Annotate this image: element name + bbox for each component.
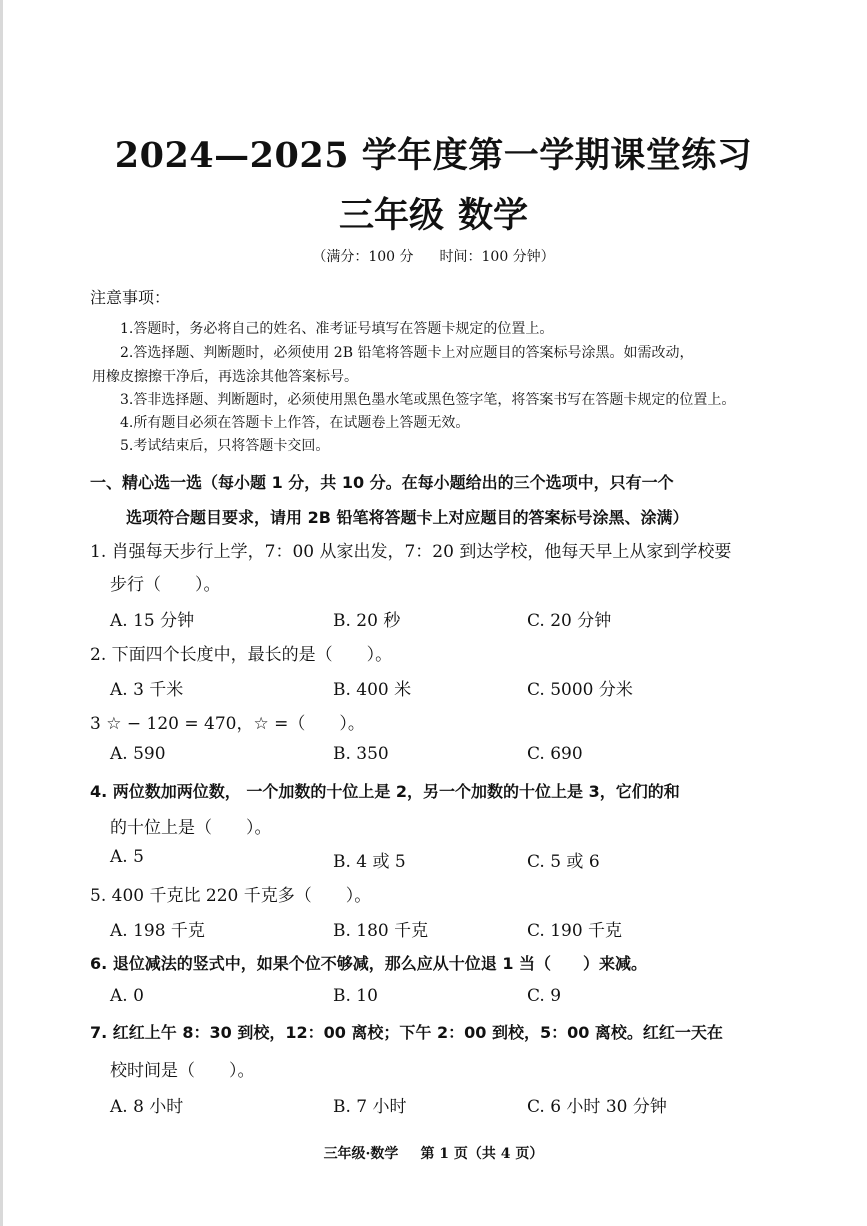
question-4: 4. 两位数加两位数， 一个加数的十位上是 2，另一个加数的十位上是 3，它们的和 [90, 782, 680, 801]
notice-line: 5.考试结束后，只将答题卡交回。 [120, 438, 330, 454]
subject-label: 数学 [458, 195, 529, 236]
option-b: B. 4 或 5 [333, 852, 406, 872]
notice-line: 3.答非选择题、判断题时，必须使用黑色墨水笔或黑色签字笔，将答案书写在答题卡规定的位置上。 [120, 392, 736, 408]
notice-heading: 注意事项： [90, 288, 171, 307]
question-7-cont: 校时间是（ ）。 [110, 1061, 255, 1081]
grade-label: 三年级 [338, 195, 444, 236]
footer-label: 三年级·数学 [323, 1146, 399, 1162]
option-c: C. 5 或 6 [527, 852, 600, 872]
option-b: B. 7 小时 [333, 1097, 407, 1117]
option-b: B. 400 米 [333, 680, 412, 700]
page-footer [0, 1143, 867, 1163]
option-c: C. 690 [527, 744, 583, 764]
time-info: 时间：100 分钟） [439, 249, 555, 265]
section-heading: 一、精心选一选（每小题 1 分，共 10 分。在每小题给出的三个选项中，只有一个 [90, 473, 674, 492]
question-2: 2. 下面四个长度中，最长的是（ ）。 [90, 645, 393, 665]
option-a: A. 15 分钟 [110, 611, 195, 631]
option-a: A. 198 千克 [110, 921, 205, 941]
exam-meta [0, 246, 867, 266]
notice-line: 用橡皮擦擦干净后，再选涂其他答案标号。 [92, 369, 358, 385]
option-b: B. 350 [333, 744, 389, 764]
page-edge [0, 0, 3, 1226]
question-7: 7. 红红上午 8：30 到校，12：00 离校；下午 2：00 到校，5：00 离校。红红一天在 [90, 1023, 723, 1042]
question-4-cont: 的十位上是（ ）。 [110, 818, 272, 838]
question-1-cont: 步行（ ）。 [110, 575, 221, 595]
option-a: A. 3 千米 [110, 680, 184, 700]
option-c: C. 190 千克 [527, 921, 623, 941]
option-c: C. 6 小时 30 分钟 [527, 1097, 667, 1117]
option-a: A. 5 [110, 847, 144, 867]
score-info: （满分：100 分 [312, 249, 414, 265]
question-5: 5. 400 千克比 220 千克多（ ）。 [90, 886, 372, 906]
option-b: B. 20 秒 [333, 611, 401, 631]
question-6: 6. 退位减法的竖式中，如果个位不够减，那么应从十位退 1 当（ ）来减。 [90, 954, 648, 973]
option-a: A. 8 小时 [110, 1097, 184, 1117]
option-a: A. 0 [110, 986, 144, 1006]
notice-line: 2.答选择题、判断题时，必须使用 2B 铅笔将答题卡上对应题目的答案标号涂黑。如需改动， [120, 345, 694, 361]
notice-line: 1.答题时，务必将自己的姓名、准考证号填写在答题卡规定的位置上。 [120, 321, 554, 337]
question-3: 3 ☆ − 120 = 470，☆ =（ ）。 [90, 714, 365, 734]
option-c: C. 5000 分米 [527, 680, 633, 700]
option-b: B. 10 [333, 986, 378, 1006]
notice-line: 4.所有题目必须在答题卡上作答，在试题卷上答题无效。 [120, 415, 470, 431]
section-heading-cont: 选项符合题目要求，请用 2B 铅笔将答题卡上对应题目的答案标号涂黑、涂满） [126, 508, 689, 527]
page-number: 第 1 页（共 4 页） [420, 1146, 544, 1162]
question-1: 1. 肖强每天步行上学，7：00 从家出发，7：20 到达学校，他每天早上从家到学校要 [90, 542, 732, 562]
option-c: C. 20 分钟 [527, 611, 612, 631]
page-title: 2024—2025 学年度第一学期课堂练习 [114, 135, 753, 176]
option-c: C. 9 [527, 986, 562, 1006]
option-a: A. 590 [110, 744, 166, 764]
page-subtitle [0, 188, 867, 238]
option-b: B. 180 千克 [333, 921, 429, 941]
